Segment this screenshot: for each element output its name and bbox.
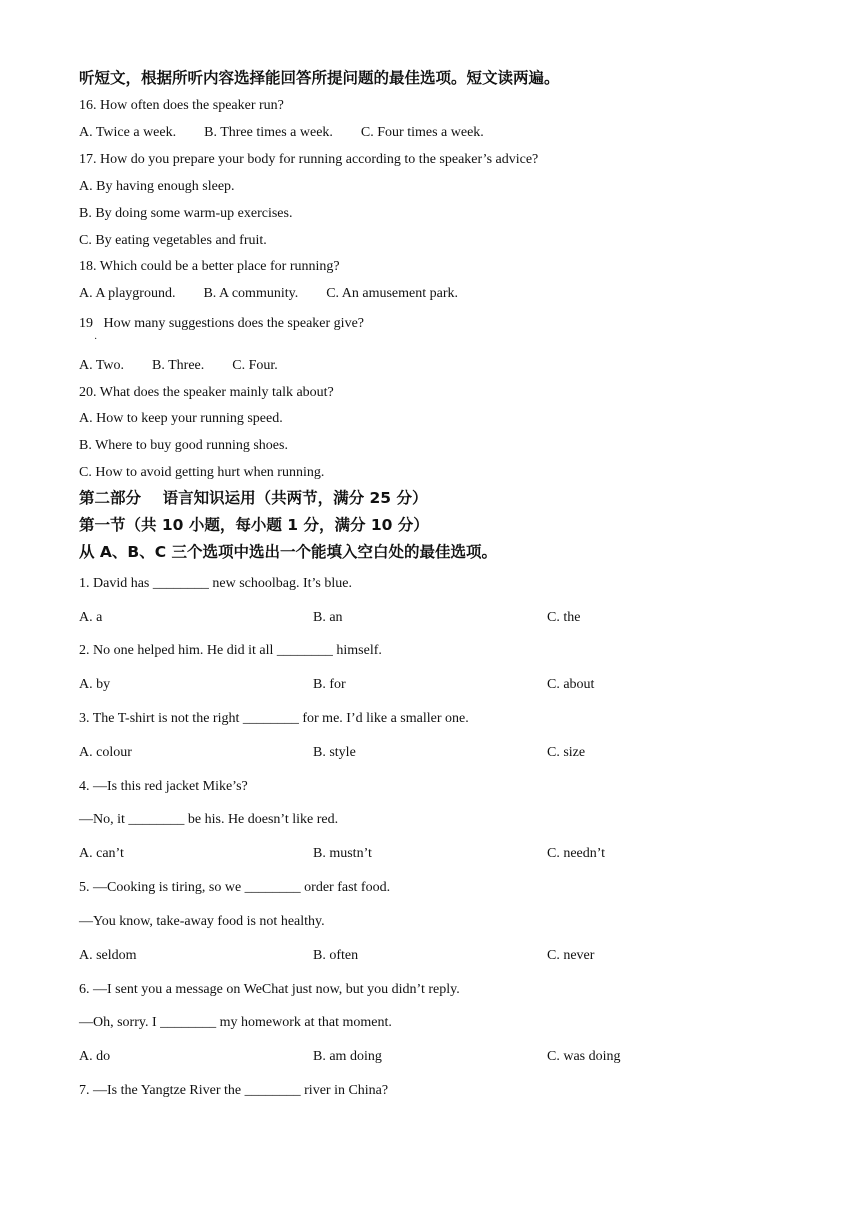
- question-5-reply: —You know, take-away food is not healthy.: [79, 914, 325, 929]
- question-20-option-a: A. How to keep your running speed.: [79, 411, 283, 426]
- question-20-stem: 20. What does the speaker mainly talk about?: [79, 385, 334, 400]
- question-4-option-c: C. needn’t: [547, 846, 606, 861]
- question-2-stem: 2. No one helped him. He did it all ________ himself.: [79, 643, 382, 658]
- question-1-option-c: C. the: [547, 610, 581, 625]
- question-5-option-c: C. never: [547, 948, 595, 963]
- listening-instruction: 听短文，根据所听内容选择能回答所提问题的最佳选项。短文读两遍。: [79, 69, 560, 87]
- question-4-stem: 4. —Is this red jacket Mike’s?: [79, 779, 248, 794]
- question-1-option-a: A. a: [79, 610, 103, 625]
- question-1-stem: 1. David has ________ new schoolbag. It’s blue.: [79, 576, 352, 591]
- question-18-options: A. A playground. B. A community. C. An amusement park.: [79, 286, 459, 301]
- question-3-option-a: A. colour: [79, 745, 132, 760]
- question-20-option-b: B. Where to buy good running shoes.: [79, 438, 288, 453]
- question-19-options: A. Two. B. Three. C. Four.: [79, 358, 278, 373]
- question-6-reply: —Oh, sorry. I ________ my homework at that moment.: [79, 1015, 392, 1030]
- question-17-option-b: B. By doing some warm-up exercises.: [79, 206, 293, 221]
- question-19-stem: 19 How many suggestions does the speaker give?: [79, 316, 364, 331]
- question-6-option-c: C. was doing: [547, 1049, 621, 1064]
- question-2-option-c: C. about: [547, 677, 595, 692]
- question-5-stem: 5. —Cooking is tiring, so we ________ order fast food.: [79, 880, 391, 895]
- question-16-stem: 16. How often does the speaker run?: [79, 98, 284, 113]
- question-18-stem: 18. Which could be a better place for running?: [79, 259, 340, 274]
- question-6-option-a: A. do: [79, 1049, 111, 1064]
- question-17-option-a: A. By having enough sleep.: [79, 179, 235, 194]
- question-3-option-b: B. style: [313, 745, 356, 760]
- question-16-options: A. Twice a week. B. Three times a week. C. Four times a week.: [79, 125, 484, 140]
- question-4-option-a: A. can’t: [79, 846, 124, 861]
- question-4-reply: —No, it ________ be his. He doesn’t like red.: [79, 812, 339, 827]
- question-17-stem: 17. How do you prepare your body for running according to the speaker’s advice?: [79, 152, 539, 167]
- question-5-option-a: A. seldom: [79, 948, 137, 963]
- question-4-option-b: B. mustn’t: [313, 846, 372, 861]
- section-one-title: 第一节（共 10 小题，每小题 1 分，满分 10 分）: [79, 516, 429, 534]
- question-3-stem: 3. The T-shirt is not the right ________ for me. I’d like a smaller one.: [79, 711, 469, 726]
- question-17-option-c: C. By eating vegetables and fruit.: [79, 233, 267, 248]
- question-19-dot: ·: [94, 334, 98, 345]
- part-two-title: 第二部分 语言知识运用（共两节，满分 25 分）: [79, 489, 428, 507]
- question-1-option-b: B. an: [313, 610, 343, 625]
- question-7-stem: 7. —Is the Yangtze River the ________ river in China?: [79, 1083, 389, 1098]
- question-2-option-b: B. for: [313, 677, 346, 692]
- question-6-stem: 6. —I sent you a message on WeChat just now, but you didn’t reply.: [79, 982, 460, 997]
- question-20-option-c: C. How to avoid getting hurt when running.: [79, 465, 325, 480]
- question-3-option-c: C. size: [547, 745, 586, 760]
- question-2-option-a: A. by: [79, 677, 111, 692]
- question-6-option-b: B. am doing: [313, 1049, 382, 1064]
- section-one-instruction: 从 A、B、C 三个选项中选出一个能填入空白处的最佳选项。: [79, 543, 497, 561]
- question-5-option-b: B. often: [313, 948, 359, 963]
